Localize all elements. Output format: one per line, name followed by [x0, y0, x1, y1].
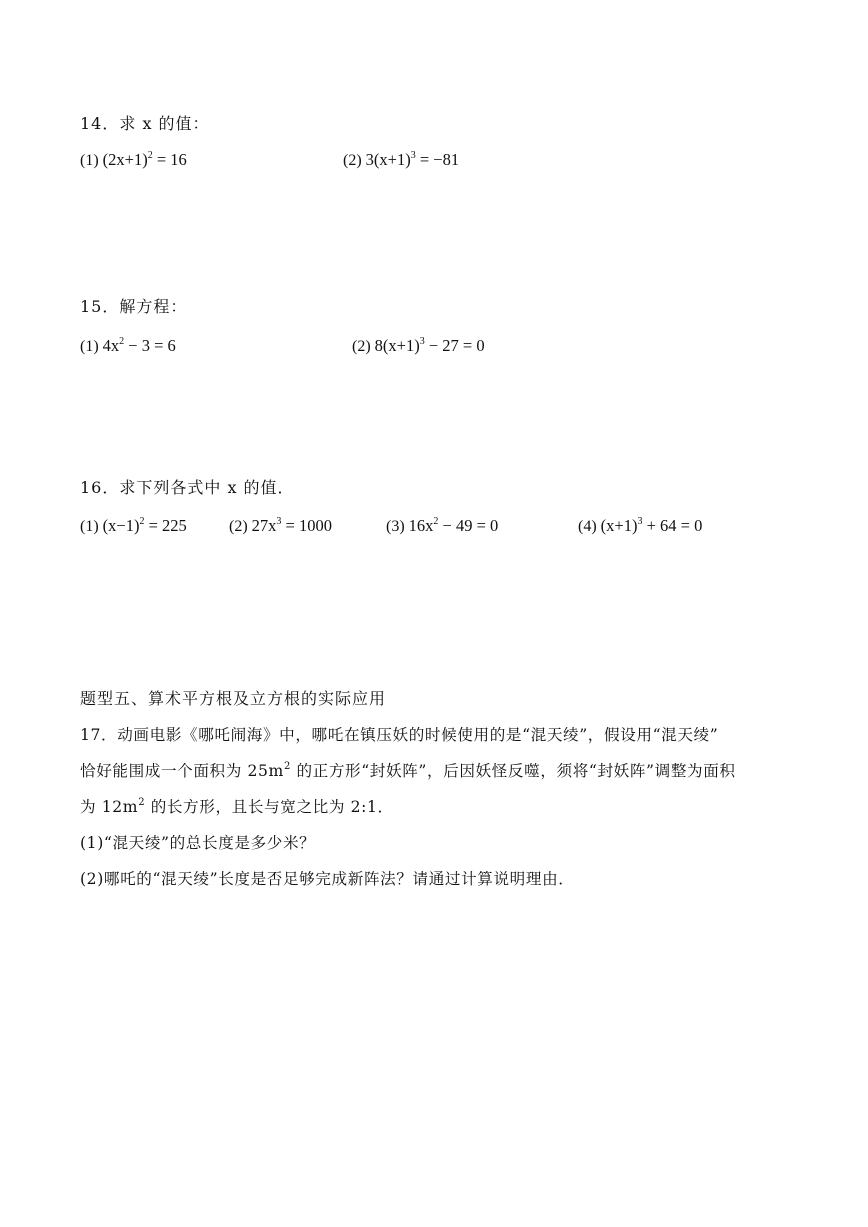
equation-rhs: = 225: [144, 516, 187, 535]
section-title: 题型五、算术平方根及立方根的实际应用: [80, 689, 387, 708]
item-label: (1): [80, 338, 99, 355]
q15-item-2: [352, 335, 485, 358]
equation-exponent: 2: [433, 516, 439, 527]
item-label: (2): [229, 518, 248, 535]
item-label: (4): [578, 518, 597, 535]
equation-rhs: = 1000: [281, 516, 332, 535]
q16-item-2: [229, 515, 332, 538]
q17-line-2-text-b: 的正方形“封妖阵”，后因妖怪反噬，须将“封妖阵”调整为面积: [290, 762, 736, 780]
q17-line-1: 17．动画电影《哪吒闹海》中，哪吒在镇压妖的时候使用的是“混天绫”，假设用“混天绫”: [80, 726, 719, 744]
q17-line-2: [80, 760, 736, 782]
equation-exponent: 2: [119, 336, 125, 347]
equation-rhs: + 64 = 0: [642, 516, 703, 535]
q17-sub-2: (2)哪吒的“混天绫”长度是否足够完成新阵法？请通过计算说明理由．: [80, 870, 575, 888]
unit-exponent: 2: [283, 761, 291, 772]
item-label: (1): [80, 152, 99, 169]
equation-exponent: 3: [419, 336, 425, 347]
equation-exponent: 2: [147, 150, 153, 161]
item-label: (2): [352, 338, 371, 355]
equation-base: 8(x+1): [374, 336, 420, 355]
unit-exponent: 2: [138, 797, 146, 808]
equation-base: (x+1): [600, 516, 638, 535]
equation-base: (x−1): [102, 516, 140, 535]
equation-base: 16x: [408, 516, 434, 535]
q14-title: 14．求 x 的值：: [80, 114, 210, 133]
q15-title: 15．解方程：: [80, 297, 188, 316]
q16-item-1: [80, 515, 187, 538]
q17-line-3-text-a: 为 12m: [80, 798, 139, 816]
equation-base: 27x: [251, 516, 277, 535]
q16-item-4: [578, 515, 702, 538]
equation-rhs: − 27 = 0: [424, 336, 485, 355]
q17-sub-1: (1)“混天绫”的总长度是多少米？: [80, 834, 316, 852]
item-label: (3): [386, 518, 405, 535]
equation-rhs: = −81: [415, 150, 460, 169]
q14-item-1: [80, 149, 187, 172]
equation-exponent: 3: [410, 150, 416, 161]
equation-rhs: − 3 = 6: [124, 336, 176, 355]
q15-item-1: [80, 335, 176, 358]
equation-exponent: 3: [276, 516, 282, 527]
item-label: (2): [343, 152, 362, 169]
equation-exponent: 2: [139, 516, 145, 527]
equation-base: (2x+1): [102, 150, 148, 169]
equation-base: 4x: [102, 336, 120, 355]
equation-rhs: − 49 = 0: [438, 516, 499, 535]
q17-line-2-text-a: 恰好能围成一个面积为 25m: [80, 762, 284, 780]
q16-item-3: [386, 515, 498, 538]
equation-rhs: = 16: [152, 150, 187, 169]
q17-line-3-text-b: 的长方形，且长与宽之比为 2:1．: [145, 798, 394, 816]
q16-title: 16．求下列各式中 x 的值．: [80, 478, 295, 497]
q14-item-2: [343, 149, 459, 172]
equation-exponent: 3: [637, 516, 643, 527]
equation-base: 3(x+1): [365, 150, 411, 169]
item-label: (1): [80, 518, 99, 535]
q17-line-3: [80, 796, 394, 818]
